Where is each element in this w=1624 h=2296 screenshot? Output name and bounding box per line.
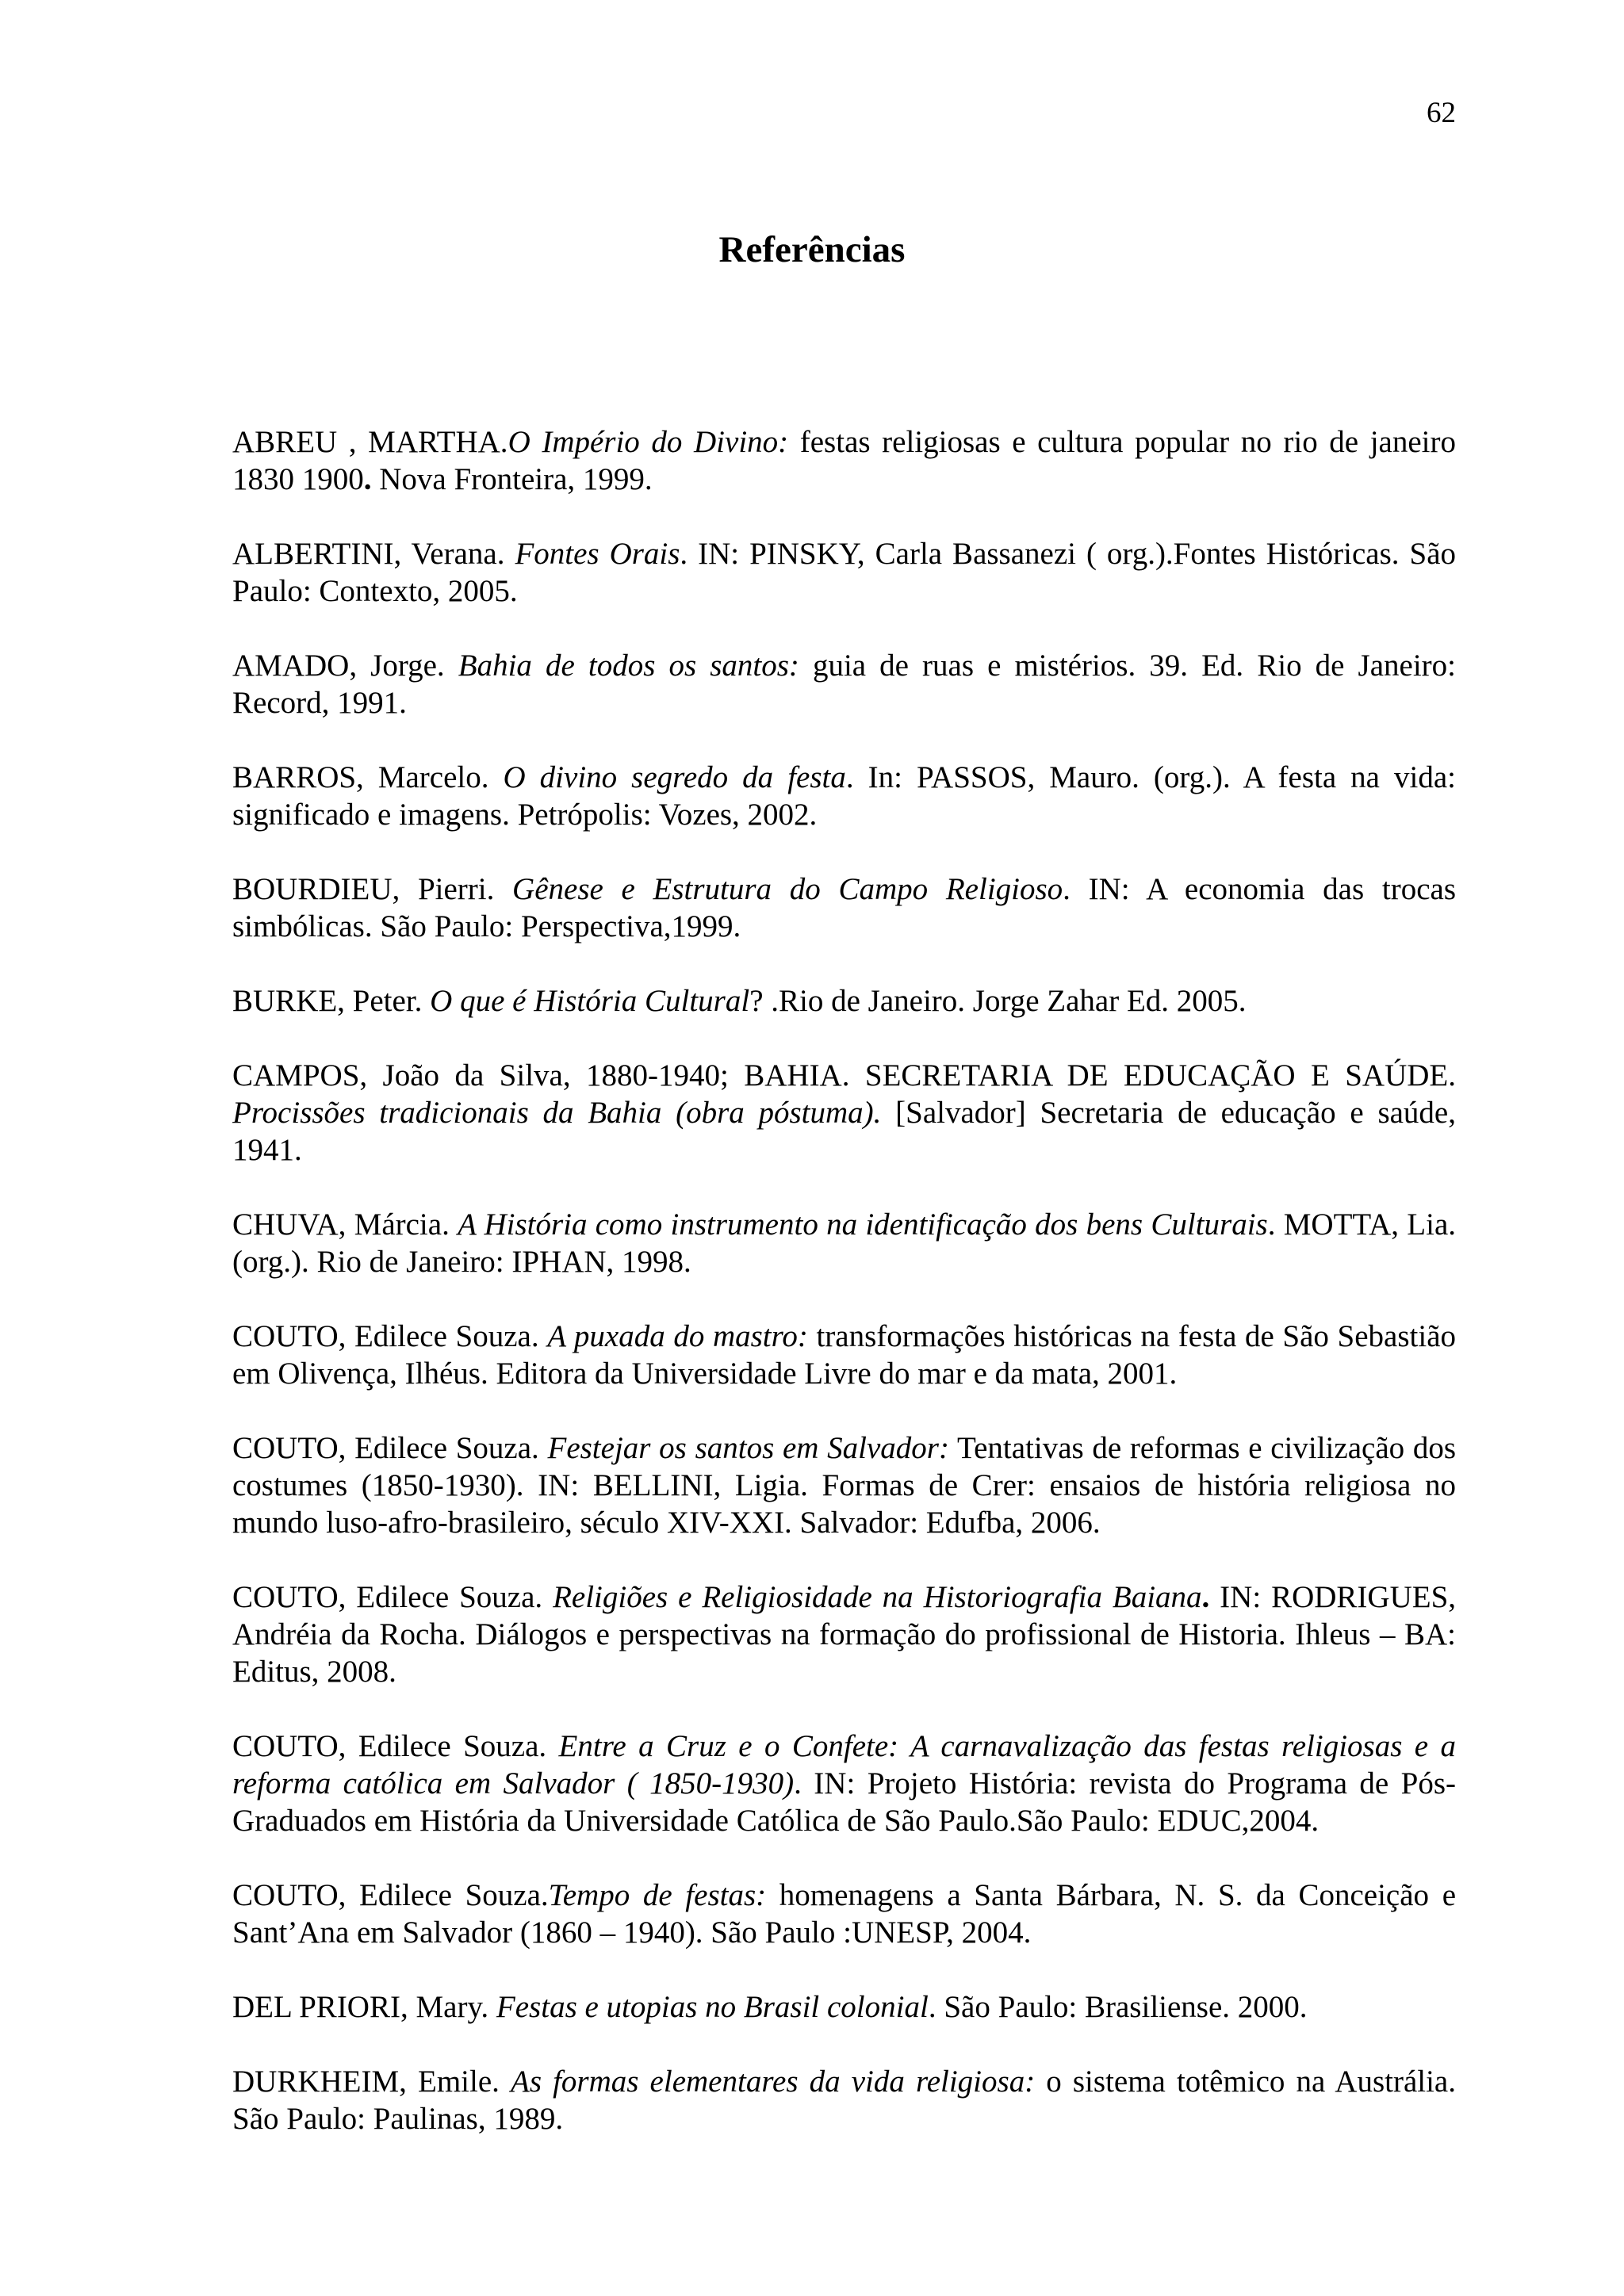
ref-author: BURKE, Peter.: [232, 984, 431, 1018]
ref-title: O divino segredo da festa: [503, 760, 846, 794]
ref-details: . IN: A economia das trocas simbólicas. São Paulo: Perspectiva,1999.: [232, 872, 1456, 943]
ref-author: COUTO, Edilece Souza.: [232, 1729, 559, 1763]
ref-details: . MOTTA, Lia. (org.). Rio de Janeiro: IPHAN, 1998.: [232, 1207, 1457, 1279]
reference-entry: [232, 647, 1456, 721]
reference-entry: [232, 1988, 1456, 2026]
ref-details: Tentativas de reformas e civilização dos costumes (1850-1930). IN: BELLINI, Ligia. Formas de Crer: ensaios de história religiosa no mundo luso-afro-brasileiro, século XIV-XXI. Salvador: Edufba, 2006.: [232, 1431, 1457, 1540]
reference-entry: [232, 2063, 1456, 2137]
reference-entry: [232, 1057, 1456, 1169]
ref-title: Bahia de todos os santos:: [458, 649, 799, 683]
ref-author: COUTO, Edilece Souza.: [232, 1431, 548, 1465]
ref-title: A História como instrumento na identificação dos bens Culturais: [458, 1207, 1268, 1242]
ref-author: CAMPOS, João da Silva, 1880-1940; BAHIA. SECRETARIA DE EDUCAÇÃO E SAÚDE.: [232, 1058, 1456, 1093]
ref-details: . São Paulo: Brasiliense. 2000.: [928, 1990, 1308, 2024]
ref-details: festas religiosas e cultura popular no rio de janeiro 1830 1900: [232, 425, 1456, 496]
ref-title: Fontes Orais: [515, 537, 680, 571]
ref-title: O Império do Divino:: [508, 425, 789, 459]
reference-entry: [232, 871, 1456, 945]
ref-author: ABREU , MARTHA.: [232, 425, 508, 459]
ref-bold-mark: .: [363, 462, 372, 496]
page-number: 62: [1427, 97, 1456, 129]
ref-title: Tempo de festas:: [548, 1878, 767, 1912]
page-title: Referências: [718, 229, 906, 270]
ref-title: Festejar os santos em Salvador:: [547, 1431, 949, 1465]
ref-author: BOURDIEU, Pierri.: [232, 872, 513, 906]
ref-author: BARROS, Marcelo.: [232, 760, 504, 794]
ref-title: Gênese e Estrutura do Campo Religioso: [512, 872, 1063, 906]
ref-details: IN: RODRIGUES, Andréia da Rocha. Diálogos e perspectivas na formação do profissional de Historia. Ihleus – BA: Editus, 2008.: [232, 1580, 1457, 1689]
reference-entry: [232, 1877, 1456, 1951]
ref-author: COUTO, Edilece Souza.: [232, 1580, 553, 1614]
ref-author: COUTO, Edilece Souza.: [232, 1319, 548, 1353]
ref-author: AMADO, Jorge.: [232, 649, 458, 683]
ref-details: transformações históricas na festa de São Sebastião em Olivença, Ilhéus. Editora da Universidade Livre do mar e da mata, 2001.: [232, 1319, 1457, 1391]
ref-details: ? .Rio de Janeiro. Jorge Zahar Ed. 2005.: [749, 984, 1247, 1018]
reference-entry: [232, 759, 1456, 833]
reference-entry: [232, 423, 1456, 498]
ref-title: Religiões e Religiosidade na Historiografia Baiana: [553, 1580, 1202, 1614]
reference-entry: [232, 1206, 1456, 1280]
ref-title: Procissões tradicionais da Bahia (obra póstuma).: [232, 1096, 882, 1130]
ref-details: o sistema totêmico na Austrália. São Paulo: Paulinas, 1989.: [232, 2064, 1456, 2136]
reference-entry: [232, 1318, 1456, 1392]
ref-details: homenagens a Santa Bárbara, N. S. da Conceição e Sant’Ana em Salvador (1860 – 1940). São Paulo :UNESP, 2004.: [232, 1878, 1457, 1950]
ref-title: As formas elementares da vida religiosa:: [511, 2064, 1036, 2099]
reference-entry: [232, 535, 1456, 610]
reference-entry: [232, 1429, 1456, 1541]
ref-author: DURKHEIM, Emile.: [232, 2064, 511, 2099]
ref-bold-mark: .: [1201, 1580, 1210, 1614]
reference-entry: [232, 1728, 1456, 1839]
ref-title: Entre a Cruz e o Confete: A carnavalização das festas religiosas e a reforma católica em Salvador ( 1850-1930): [232, 1729, 1457, 1800]
ref-details: . In: PASSOS, Mauro. (org.). A festa na vida: significado e imagens. Petrópolis: Vozes, 2002.: [232, 760, 1456, 832]
ref-author: COUTO, Edilece Souza.: [232, 1878, 549, 1912]
reference-list: [232, 423, 1456, 2175]
ref-author: CHUVA, Márcia.: [232, 1207, 458, 1242]
ref-author: DEL PRIORI, Mary.: [232, 1990, 496, 2024]
ref-details: . IN: Projeto História: revista do Programa de Pós-Graduados em História da Universidade Católica de São Paulo.São Paulo: EDUC,2004.: [232, 1766, 1456, 1838]
ref-details: guia de ruas e mistérios. 39. Ed. Rio de Janeiro: Record, 1991.: [232, 649, 1456, 720]
ref-details: [Salvador] Secretaria de educação e saúde, 1941.: [232, 1096, 1456, 1167]
ref-author: ALBERTINI, Verana.: [232, 537, 515, 571]
ref-title: A puxada do mastro:: [547, 1319, 808, 1353]
ref-title: Festas e utopias no Brasil colonial: [496, 1990, 929, 2024]
ref-details: Nova Fronteira, 1999.: [371, 462, 653, 496]
reference-entry: [232, 982, 1456, 1020]
reference-entry: [232, 1578, 1456, 1690]
ref-details: . IN: PINSKY, Carla Bassanezi ( org.).Fontes Históricas. São Paulo: Contexto, 2005.: [232, 537, 1457, 608]
ref-title: O que é História Cultural: [430, 984, 750, 1018]
